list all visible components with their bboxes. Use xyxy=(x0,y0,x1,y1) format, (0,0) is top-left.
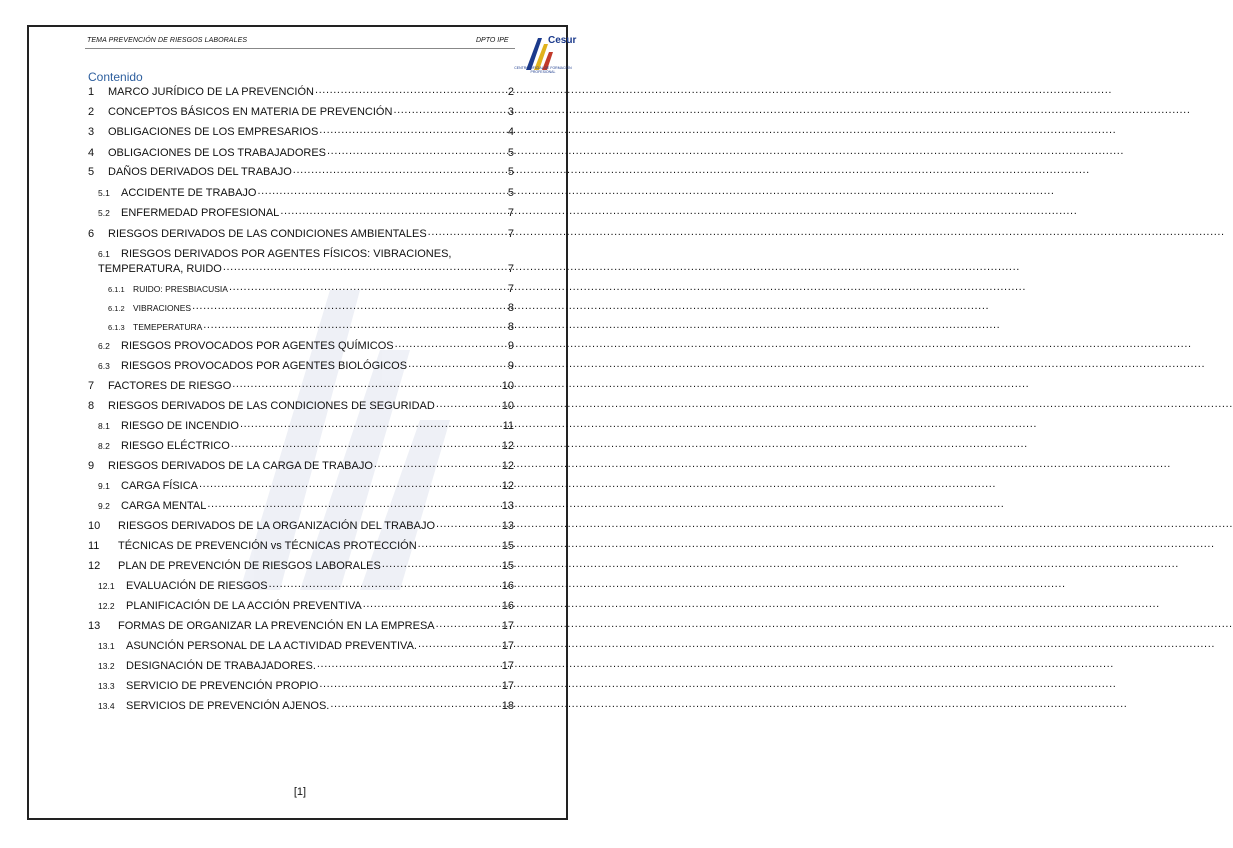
toc-leader-dots xyxy=(436,619,501,629)
toc-entry[interactable] xyxy=(88,578,514,594)
toc-entry-page: 8 xyxy=(507,321,514,333)
toc-entry-title: SERVICIO DE PREVENCIÓN PROPIO xyxy=(126,680,319,692)
toc-entry[interactable] xyxy=(88,478,514,494)
toc-entry-page: 12 xyxy=(501,440,514,452)
toc-entry-number: 7 xyxy=(88,380,95,392)
toc-leader-dots xyxy=(293,165,507,175)
toc-entry[interactable] xyxy=(88,358,514,374)
header-title: TEMA PREVENCIÓN DE RIESGOS LABORALES xyxy=(87,37,248,44)
toc-entry-title: FORMAS DE ORGANIZAR LA PREVENCIÓN EN LA EMPRESA xyxy=(118,620,435,632)
toc-entry[interactable] xyxy=(88,300,514,316)
toc-entry-title: RUIDO: PRESBIACUSIA xyxy=(133,284,228,294)
toc-entry-page: 7 xyxy=(507,263,514,275)
toc-leader-dots xyxy=(436,399,501,409)
toc-entry-number: 6.2 xyxy=(98,341,110,351)
toc-entry-title: TÉCNICAS DE PREVENCIÓN vs TÉCNICAS PROTECCIÓN xyxy=(118,540,417,552)
toc-entry-page: 15 xyxy=(501,560,514,572)
toc-entry[interactable] xyxy=(88,538,514,554)
toc-entry-number: 12.1 xyxy=(98,581,115,591)
logo-subtext: CENTRO OFICIAL DE FORMACIÓN PROFESIONAL xyxy=(514,66,572,74)
toc-entry-number: 10 xyxy=(88,520,101,532)
toc-entry-number: 13.2 xyxy=(98,661,115,671)
toc-entry-number: 13.1 xyxy=(98,641,115,651)
toc-leader-dots xyxy=(203,320,507,330)
toc-leader-dots xyxy=(232,379,500,389)
toc-entry[interactable] xyxy=(88,638,514,654)
toc-leader-dots xyxy=(269,579,501,589)
toc-entry[interactable] xyxy=(88,164,514,180)
toc-entry-number: 6.1.3 xyxy=(108,323,125,332)
toc-entry[interactable] xyxy=(88,458,514,474)
toc-entry-number: 13.3 xyxy=(98,681,115,691)
toc-entry-page: 16 xyxy=(501,600,514,612)
toc-entry-number: 5.2 xyxy=(98,208,110,218)
toc-entry-number: 5.1 xyxy=(98,188,110,198)
toc-entry[interactable] xyxy=(88,205,514,221)
toc-leader-dots xyxy=(330,699,500,709)
toc-entry-title: RIESGO DE INCENDIO xyxy=(121,420,239,432)
toc-entry-number: 2 xyxy=(88,106,95,118)
toc-entry-number: 1 xyxy=(88,86,95,98)
toc-leader-dots xyxy=(418,539,501,549)
toc-entry-title: RIESGOS DERIVADOS DE LAS CONDICIONES AMBIENTALES xyxy=(108,228,427,240)
toc-entry-page: 5 xyxy=(507,147,514,159)
toc-entry[interactable] xyxy=(88,185,514,201)
toc-entry-number: 9 xyxy=(88,460,95,472)
toc-entry-number: 12 xyxy=(88,560,101,572)
toc-entry-page: 12 xyxy=(501,460,514,472)
toc-leader-dots xyxy=(418,639,501,649)
toc-entry-number: 8 xyxy=(88,400,95,412)
toc-entry[interactable] xyxy=(88,698,514,714)
toc-leader-dots xyxy=(207,499,500,509)
toc-leader-dots xyxy=(192,301,507,311)
toc-entry-title: RIESGOS DERIVADOS POR AGENTES FÍSICOS: VIBRACIONES, xyxy=(121,248,452,260)
toc-leader-dots xyxy=(319,679,500,689)
toc-entry[interactable] xyxy=(88,658,514,674)
toc-leader-dots xyxy=(428,227,507,237)
toc-entry-title: ACCIDENTE DE TRABAJO xyxy=(121,187,257,199)
toc-title: Contenido xyxy=(88,70,143,84)
toc-entry-title: VIBRACIONES xyxy=(133,303,192,313)
toc-leader-dots xyxy=(280,206,507,216)
toc-entry-title: SERVICIOS DE PREVENCIÓN AJENOS. xyxy=(126,700,330,712)
toc-entry-page: 10 xyxy=(501,400,514,412)
toc-entry-title: RIESGOS PROVOCADOS POR AGENTES BIOLÓGICOS xyxy=(121,360,408,372)
toc-entry-title: EVALUACIÓN DE RIESGOS xyxy=(126,580,268,592)
toc-entry-continuation[interactable] xyxy=(98,261,514,277)
toc-entry[interactable] xyxy=(88,378,514,394)
toc-entry-number: 13 xyxy=(88,620,101,632)
toc-entry-number: 6.1.1 xyxy=(108,285,125,294)
toc-leader-dots xyxy=(258,186,507,196)
toc-entry-title: OBLIGACIONES DE LOS EMPRESARIOS xyxy=(108,126,319,138)
toc-entry-page: 18 xyxy=(501,700,514,712)
toc-entry-page: 2 xyxy=(507,86,514,98)
toc-entry-title: CARGA MENTAL xyxy=(121,500,207,512)
toc-entry-title: CONCEPTOS BÁSICOS EN MATERIA DE PREVENCIÓN xyxy=(108,106,393,118)
toc-entry-number: 6.1.2 xyxy=(108,304,125,313)
toc-leader-dots xyxy=(408,359,507,369)
page-number: [1] xyxy=(293,786,307,798)
toc-entry-number: 8.2 xyxy=(98,441,110,451)
toc-entry[interactable] xyxy=(88,226,514,242)
toc-entry[interactable] xyxy=(88,558,514,574)
toc-entry-page: 17 xyxy=(501,620,514,632)
toc-entry-title: MARCO JURÍDICO DE LA PREVENCIÓN xyxy=(108,86,314,98)
toc-entry-number: 6 xyxy=(88,228,95,240)
toc-entry-title: OBLIGACIONES DE LOS TRABAJADORES xyxy=(108,147,327,159)
toc-entry-page: 17 xyxy=(501,680,514,692)
toc-entry-title-continued: TEMPERATURA, RUIDO xyxy=(98,263,222,275)
toc-entry-title: PLAN DE PREVENCIÓN DE RIESGOS LABORALES xyxy=(118,560,381,572)
toc-entry[interactable] xyxy=(88,338,514,354)
toc-entry-page: 9 xyxy=(507,340,514,352)
toc-entry-page: 17 xyxy=(501,660,514,672)
header-department: DPTO IPE xyxy=(476,37,509,44)
toc-leader-dots xyxy=(315,85,507,95)
toc-entry-page: 9 xyxy=(507,360,514,372)
toc-entry-page: 3 xyxy=(507,106,514,118)
toc-leader-dots xyxy=(327,146,507,156)
toc-entry[interactable] xyxy=(88,319,514,335)
toc-entry-title: RIESGOS PROVOCADOS POR AGENTES QUÍMICOS xyxy=(121,340,394,352)
toc-entry-title: FACTORES DE RIESGO xyxy=(108,380,232,392)
toc-leader-dots xyxy=(231,439,501,449)
toc-entry-title: CARGA FÍSICA xyxy=(121,480,199,492)
toc-entry-number: 12.2 xyxy=(98,601,115,611)
toc-entry-page: 10 xyxy=(501,380,514,392)
toc-entry-title: DESIGNACIÓN DE TRABAJADORES. xyxy=(126,660,316,672)
toc-entry[interactable] xyxy=(88,84,514,100)
toc-entry[interactable] xyxy=(88,418,514,434)
toc-entry[interactable] xyxy=(88,678,514,694)
toc-leader-dots xyxy=(317,659,501,669)
toc-leader-dots xyxy=(395,339,507,349)
toc-entry-page: 4 xyxy=(507,126,514,138)
toc-entry-title: RIESGOS DERIVADOS DE LAS CONDICIONES DE SEGURIDAD xyxy=(108,400,435,412)
toc-entry-title: DAÑOS DERIVADOS DEL TRABAJO xyxy=(108,166,292,178)
toc-entry-title: ASUNCIÓN PERSONAL DE LA ACTIVIDAD PREVENTIVA. xyxy=(126,640,417,652)
toc-entry-page: 5 xyxy=(507,166,514,178)
toc-entry-page: 15 xyxy=(501,540,514,552)
toc-entry[interactable] xyxy=(88,598,514,614)
toc-entry-title: TEMEPERATURA xyxy=(133,322,203,332)
toc-entry-page: 16 xyxy=(501,580,514,592)
toc-leader-dots xyxy=(223,262,507,272)
toc-entry[interactable] xyxy=(88,438,514,454)
toc-entry-page: 17 xyxy=(501,640,514,652)
toc-entry-number: 3 xyxy=(88,126,95,138)
toc-leader-dots xyxy=(363,599,501,609)
toc-entry-number: 9.1 xyxy=(98,481,110,491)
toc-entry-page: 7 xyxy=(507,207,514,219)
toc-entry-number: 11 xyxy=(88,540,100,552)
toc-entry-number: 5 xyxy=(88,166,95,178)
toc-entry[interactable] xyxy=(88,518,514,534)
toc-entry-title: RIESGO ELÉCTRICO xyxy=(121,440,230,452)
toc-entry-title: ENFERMEDAD PROFESIONAL xyxy=(121,207,280,219)
toc-entry-page: 8 xyxy=(507,302,514,314)
toc-leader-dots xyxy=(374,459,501,469)
toc-entry-page: 13 xyxy=(501,520,514,532)
header-rule xyxy=(85,48,515,49)
toc-entry-page: 11 xyxy=(502,420,514,432)
toc-entry[interactable] xyxy=(88,281,514,297)
toc-entry[interactable] xyxy=(88,104,514,120)
toc-entry-page: 5 xyxy=(507,187,514,199)
toc-leader-dots xyxy=(240,419,502,429)
toc-entry[interactable] xyxy=(88,398,514,414)
toc-entry-number: 6.3 xyxy=(98,361,110,371)
toc-entry-title: RIESGOS DERIVADOS DE LA ORGANIZACIÓN DEL TRABAJO xyxy=(118,520,436,532)
toc-leader-dots xyxy=(319,125,507,135)
toc-entry[interactable] xyxy=(88,124,514,140)
toc-leader-dots xyxy=(393,105,506,115)
toc-entry[interactable] xyxy=(88,618,514,634)
toc-leader-dots xyxy=(229,282,507,292)
toc-entry-title: PLANIFICACIÓN DE LA ACCIÓN PREVENTIVA xyxy=(126,600,362,612)
toc-entry-number: 4 xyxy=(88,147,95,159)
toc-entry-page: 7 xyxy=(507,283,514,295)
toc-leader-dots xyxy=(436,519,501,529)
toc-entry-number: 8.1 xyxy=(98,421,110,431)
toc-entry-number: 6.1 xyxy=(98,249,110,259)
toc-entry-number: 13.4 xyxy=(98,701,115,711)
toc-entry-page: 7 xyxy=(507,228,514,240)
toc-entry-page: 13 xyxy=(501,500,514,512)
toc-leader-dots xyxy=(382,559,501,569)
toc-entry[interactable] xyxy=(88,145,514,161)
toc-leader-dots xyxy=(199,479,501,489)
toc-entry[interactable] xyxy=(88,498,514,514)
logo-text: Cesur xyxy=(548,35,577,46)
toc-entry-page: 12 xyxy=(501,480,514,492)
toc-entry-number: 9.2 xyxy=(98,501,110,511)
toc-entry-title: RIESGOS DERIVADOS DE LA CARGA DE TRABAJO xyxy=(108,460,373,472)
